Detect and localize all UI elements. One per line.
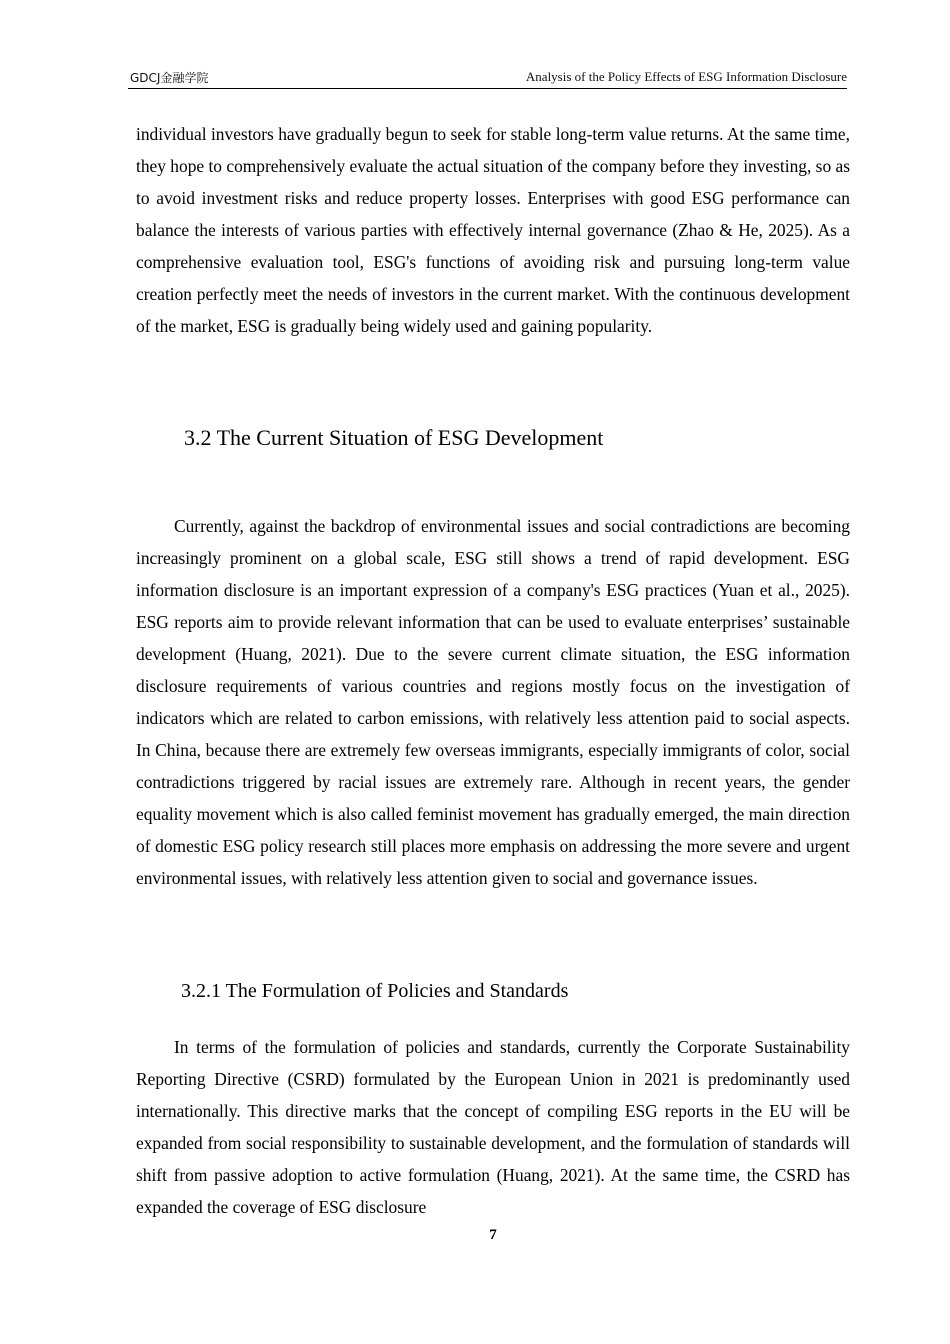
section-heading: 3.2 The Current Situation of ESG Development — [184, 425, 604, 450]
header-title: Analysis of the Policy Effects of ESG Information Disclosure — [525, 69, 847, 84]
paragraph-intro: individual investors have gradually begun to seek for stable long-term value returns. At the same time, they hope to comprehensively evaluate the actual situation of the company before they investing, so as to avoid investment risks and reduce property losses. Enterprises with good ESG performance can balance the interests of various parties with effectively internal governance (Zhao & He, 2025). As a comprehensive evaluation tool, ESG's functions of avoiding risk and pursuing long-term value creation perfectly meet the needs of investors in the current market. With the continuous development of the market, ESG is gradually being widely used and gaining popularity. — [136, 124, 850, 336]
header-divider — [128, 88, 847, 89]
header-institution: GDCJ金融学院 — [130, 71, 209, 85]
page-number: 7 — [489, 1227, 497, 1243]
subsection-heading: 3.2.1 The Formulation of Policies and Standards — [181, 980, 569, 1002]
paragraph-current-situation: Currently, against the backdrop of environmental issues and social contradictions are becoming increasingly prominent on a global scale, ESG still shows a trend of rapid development. ESG information disclosure is an important expression of a company's ESG practices (Yuan et al., 2025). ESG reports aim to provide relevant information that can be used to evaluate enterprises’ sustainable development (Huang, 2021). Due to the severe current climate situation, the ESG information disclosure requirements of various countries and regions mostly focus on the investigation of indicators which are related to carbon emissions, with relatively less attention paid to social aspects. In China, because there are extremely few overseas immigrants, especially immigrants of color, social contradictions triggered by racial issues are extremely rare. Although in recent years, the gender equality movement which is also called feminist movement has gradually emerged, the main direction of domestic ESG policy research still places more emphasis on addressing the more severe and urgent environmental issues, with relatively less attention given to social and governance issues. — [136, 516, 850, 888]
paragraph-policies: In terms of the formulation of policies and standards, currently the Corporate Sustainability Reporting Directive (CSRD) formulated by the European Union in 2021 is predominantly used internationally. This directive marks that the concept of compiling ESG reports in the EU will be expanded from social responsibility to sustainable development, and the formulation of standards will shift from passive adoption to active formulation (Huang, 2021). At the same time, the CSRD has expanded the coverage of ESG disclosure — [136, 1037, 850, 1217]
